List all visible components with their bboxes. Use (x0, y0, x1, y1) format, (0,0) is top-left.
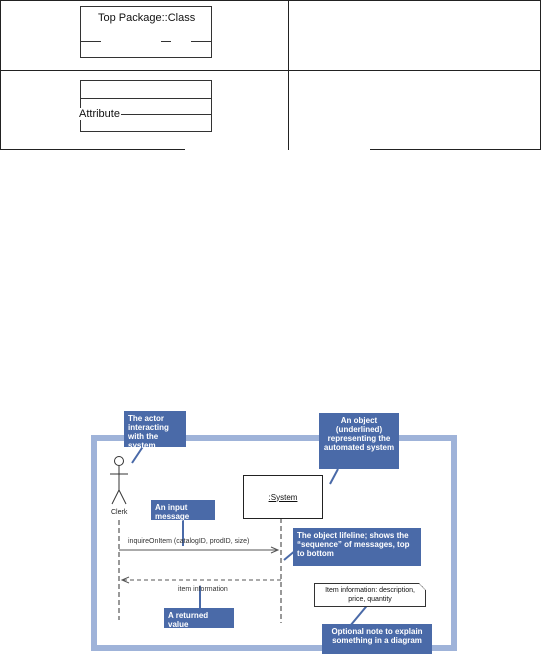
table-border-top (0, 0, 540, 1)
callout-pointer (330, 469, 338, 484)
attribute-symbol (80, 80, 212, 132)
callout-actor: The actor interacting with the system (124, 411, 186, 447)
table-column-divider (288, 0, 289, 150)
table-bottom-right-fragment (370, 149, 540, 150)
table-bottom-left-fragment (0, 149, 185, 150)
system-object-box (243, 475, 323, 519)
attribute-label: Attribute (79, 108, 120, 120)
class-compartment-line (191, 41, 211, 42)
uml-notation-table (0, 0, 542, 150)
callout-input-message: An input message (151, 500, 215, 520)
return-message-label: item information (178, 586, 228, 593)
class-compartment-line (161, 41, 171, 42)
callout-lifeline: The object lifeline; shows the “sequence” of messages, top to bottom (293, 528, 421, 566)
callout-object: An object (underlined) representing the automated system (319, 413, 399, 469)
class-compartment-line (81, 41, 101, 42)
actor-name: Clerk (111, 509, 128, 516)
package-class-label: Top Package::Class (98, 12, 196, 24)
attribute-compartment-line (117, 114, 211, 115)
attribute-compartment-line (81, 98, 211, 99)
callout-note: Optional note to explain something in a diagram (322, 624, 432, 654)
system-object-label: :System (268, 492, 298, 502)
input-message-label: inquireOnItem (catalogID, prodID, size) (128, 538, 250, 545)
diagram-note: Item information: description, price, quantity (314, 583, 426, 607)
table-row-divider (0, 70, 540, 71)
callout-returned-value: A returned value (164, 608, 234, 628)
table-border-left (0, 0, 1, 150)
actor-stick-figure (110, 457, 128, 505)
sequence-diagram-figure (88, 408, 460, 656)
table-border-right (540, 0, 541, 150)
